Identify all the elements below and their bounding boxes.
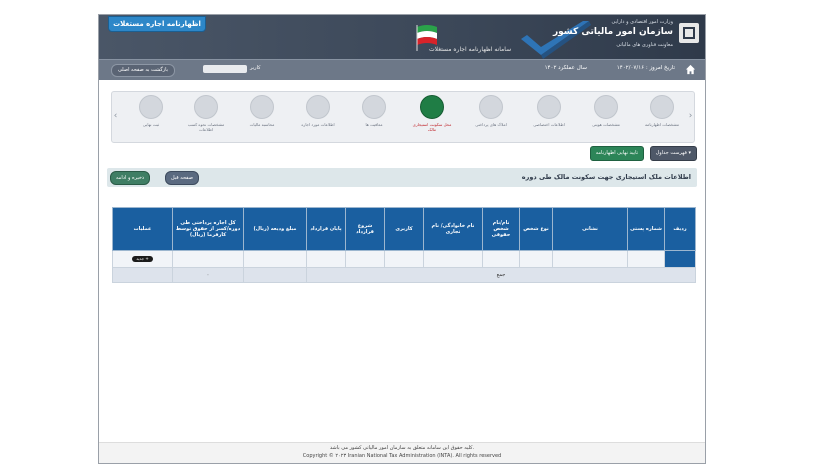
step-label: محاسبه مالیات <box>249 122 275 127</box>
final-confirm-label: تایید نهایی اظهارنامه <box>595 150 638 156</box>
step-paid-properties[interactable] <box>471 95 511 141</box>
declaration-icon <box>650 95 674 119</box>
header <box>99 15 705 59</box>
table-cell[interactable] <box>628 251 665 268</box>
back-to-home-label: بازگشت به صفحه اصلی <box>118 67 169 73</box>
property-icon <box>479 95 503 119</box>
sum-ops <box>113 268 173 283</box>
wizard-steps <box>111 91 695 143</box>
ministry-label: وزارت امور اقتصادی و دارایی <box>611 19 673 25</box>
chevron-left-icon[interactable]: ‹ <box>113 111 118 121</box>
step-tax-calculation[interactable] <box>242 95 282 141</box>
columns-icon <box>306 95 330 119</box>
step-label: مشخصات نحوه کسب اطلاعات <box>187 122 225 132</box>
section-title: اطلاعات ملک استیجاری جهت سکونت مالک طی دوره <box>521 173 691 181</box>
sum-label: جمع <box>307 268 696 283</box>
org-logo-icon <box>679 23 699 43</box>
step-declaration[interactable] <box>642 95 682 141</box>
step-label: معافیت ها <box>365 122 383 127</box>
col-header: نام خانوادگی/ نام تجاری <box>424 208 483 251</box>
table-header-row <box>113 208 696 251</box>
col-header: عملیات <box>113 208 173 251</box>
sum-rent: ۰ <box>173 268 244 283</box>
table-cell[interactable] <box>346 251 385 268</box>
col-header: مبلغ ودیعه (ریال) <box>244 208 307 251</box>
building-icon <box>420 95 444 119</box>
step-info-source[interactable] <box>186 95 226 141</box>
table-cell[interactable] <box>307 251 346 268</box>
operations-cell <box>113 251 173 268</box>
app-title-tab[interactable]: اظهارنامه اجاره مستغلات <box>108 16 206 32</box>
col-header: شماره پستی <box>628 208 665 251</box>
table-list-dropdown[interactable]: فهرست جداول ▾ <box>650 146 697 161</box>
step-label: اطلاعات مورد اجاره <box>301 122 335 127</box>
table-cell <box>665 251 696 268</box>
org-name: سازمان امور مالیاتی کشور <box>552 27 673 37</box>
user-label: کاربر <box>250 65 261 71</box>
save-continue-button[interactable] <box>110 171 150 185</box>
save-continue-label: ذخیره و ادامه <box>116 175 145 181</box>
table-row <box>113 251 696 268</box>
table-cell[interactable] <box>244 251 307 268</box>
step-specific-info[interactable] <box>529 95 569 141</box>
step-label: مشخصات هویتی <box>592 122 620 127</box>
step-label: محل سکونت استیجاری مالک <box>412 122 452 132</box>
col-header: شروع قرارداد <box>346 208 385 251</box>
step-final-submit[interactable] <box>131 95 171 141</box>
table-cell[interactable] <box>483 251 520 268</box>
app-window <box>98 14 706 464</box>
table-cell[interactable] <box>173 251 244 268</box>
table-cell[interactable] <box>424 251 483 268</box>
sum-row <box>113 268 696 283</box>
table-cell[interactable] <box>553 251 628 268</box>
today-date: تاریخ امروز : ۱۴۰۲/۰۷/۱۶ <box>616 65 675 71</box>
people-icon <box>594 95 618 119</box>
step-label: اطلاعات اختصاصی <box>533 122 565 127</box>
table-cell[interactable] <box>520 251 553 268</box>
col-header: ردیف <box>665 208 696 251</box>
home-icon[interactable] <box>685 64 696 75</box>
checkmark-icon <box>139 95 163 119</box>
calculator-icon <box>250 95 274 119</box>
prev-page-button[interactable] <box>165 171 199 185</box>
final-confirm-button[interactable] <box>590 146 644 161</box>
back-to-home-button[interactable] <box>111 64 175 77</box>
col-header: نشانی <box>553 208 628 251</box>
system-title: سامانه اظهارنامه اجاره مستغلات <box>429 46 512 53</box>
col-header: پایان قرارداد <box>307 208 346 251</box>
col-header: نوع شخص <box>520 208 553 251</box>
col-header: کل اجاره پرداختی طی دوره/کسر از حقوق توسط کارفرما (ریال) <box>173 208 244 251</box>
step-label: مشخصات اظهارنامه <box>645 122 679 127</box>
prev-page-label: صفحه قبل <box>171 175 193 181</box>
info-bar <box>99 59 705 80</box>
user-name-field <box>203 65 247 73</box>
section-header <box>107 168 697 187</box>
tax-year: سال عملکرد ۱۴۰۲ <box>544 65 587 71</box>
step-exemptions[interactable] <box>354 95 394 141</box>
col-header: نام/نام شخص حقوقی <box>483 208 520 251</box>
deputy-label: معاونت فناوری های مالیاتی <box>616 42 673 48</box>
chevron-right-icon[interactable]: › <box>688 111 693 121</box>
new-row-button[interactable]: + جدید <box>132 256 152 262</box>
step-identity[interactable] <box>586 95 626 141</box>
footer-rights: کلیه حقوق این سامانه متعلق به سازمان امور مالیاتی کشور می باشد. <box>329 445 475 451</box>
step-owner-residence[interactable] <box>412 95 452 141</box>
document-icon <box>194 95 218 119</box>
step-label: ثبت نهایی <box>142 122 160 127</box>
step-rented-property[interactable] <box>298 95 338 141</box>
table-list-label: فهرست جداول <box>655 150 687 156</box>
footer <box>99 442 705 463</box>
step-label: املاک های پرداختی <box>475 122 507 127</box>
exemption-icon <box>362 95 386 119</box>
rental-table <box>112 207 696 283</box>
footer-copyright: Copyright © ۲۰۲۳ Iranian National Tax Administration (INTA). All rights reserved <box>302 453 502 459</box>
col-header: کاربری <box>385 208 424 251</box>
sum-deposit <box>244 268 307 283</box>
checkmark-logo-icon <box>511 19 591 59</box>
person-icon <box>537 95 561 119</box>
table-cell[interactable] <box>385 251 424 268</box>
